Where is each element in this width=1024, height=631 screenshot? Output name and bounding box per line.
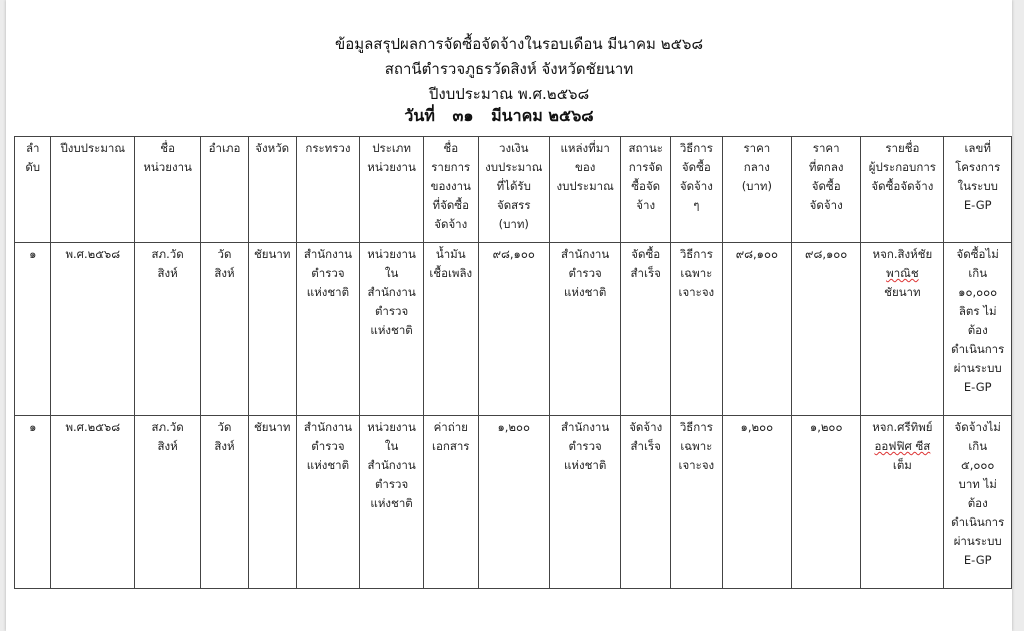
- table-cell: [201, 243, 249, 416]
- column-header: [296, 137, 360, 243]
- header-text: จัดสรร: [496, 198, 531, 212]
- header-text: (บาท): [498, 217, 529, 231]
- cell-text: ๙๘,๑๐๐: [805, 247, 848, 261]
- document-heading: [6, 32, 1012, 128]
- header-text: ชื่อ: [443, 141, 459, 155]
- table-cell: [621, 416, 671, 589]
- cell-text: วัด: [217, 247, 232, 261]
- cell-text: จัดจ้างไม่: [954, 420, 1001, 434]
- cell-text: เกิน: [968, 439, 988, 453]
- header-text: ที่ได้รับ: [496, 179, 531, 193]
- cell-text: ๑๐,๐๐๐: [958, 285, 998, 299]
- column-header: [248, 137, 296, 243]
- cell-text: E-GP: [963, 380, 992, 394]
- table-cell: [621, 243, 671, 416]
- cell-text: น้ำมัน: [435, 247, 466, 261]
- table-cell: [296, 416, 360, 589]
- table-cell: [135, 416, 201, 589]
- date-month-year: มีนาคม ๒๕๖๘: [491, 106, 594, 125]
- cell-text: เฉพาะ: [680, 266, 713, 280]
- cell-text: ผ่านระบบ: [953, 361, 1002, 375]
- cell-text: สำนักงาน: [561, 247, 610, 261]
- header-text: แหล่งที่มา: [560, 141, 610, 155]
- column-header: [944, 137, 1012, 243]
- cell-text: สิงห์: [157, 266, 178, 280]
- cell-text: สำนักงาน: [303, 247, 353, 261]
- header-text: จัดซื้อ: [681, 160, 711, 174]
- cell-text: เต็ม: [892, 458, 912, 472]
- cell-text: สิงห์: [214, 266, 235, 280]
- table-cell: [944, 243, 1012, 416]
- header-text: E-GP: [963, 198, 992, 212]
- header-text: การจัด: [628, 160, 663, 174]
- cell-text: ค่าถ่าย: [433, 420, 468, 434]
- cell-text: สำเร็จ: [630, 266, 661, 280]
- cell-text: ใน: [384, 266, 399, 280]
- column-header: [360, 137, 424, 243]
- column-header: [478, 137, 549, 243]
- cell-text: ๑: [29, 247, 37, 261]
- header-text: ลำ: [25, 141, 40, 155]
- table-cell: [549, 416, 620, 589]
- table-cell: [478, 243, 549, 416]
- header-text: งบประมาณ: [485, 160, 543, 174]
- table-cell: [478, 416, 549, 589]
- cell-text: ตำรวจ: [568, 266, 602, 280]
- header-text: ของ: [574, 160, 596, 174]
- cell-text: ดำเนินการ: [951, 515, 1005, 529]
- table-cell: [861, 416, 944, 589]
- column-header: [15, 137, 51, 243]
- column-header: [792, 137, 861, 243]
- cell-text: สภ.วัด: [151, 420, 184, 434]
- date-prefix: วันที่: [404, 106, 435, 125]
- table-cell: [15, 243, 51, 416]
- cell-text: หน่วยงาน: [367, 247, 416, 261]
- header-text: ผู้ประกอบการ: [868, 160, 936, 174]
- table-cell: [423, 416, 478, 589]
- cell-text: แห่งชาติ: [370, 496, 413, 510]
- date-day: ๓๑: [452, 106, 474, 125]
- cell-text: ชัยนาท: [254, 420, 291, 434]
- header-text: จังหวัด: [255, 141, 290, 155]
- cell-text: แห่งชาติ: [563, 285, 607, 299]
- cell-text: พ.ศ.๒๕๖๘: [65, 247, 121, 261]
- cell-text: ต้อง: [967, 496, 988, 510]
- column-header: [861, 137, 944, 243]
- table-cell: [135, 243, 201, 416]
- cell-text: ชัยนาท: [884, 285, 921, 299]
- header-text: ที่ตกลง: [808, 160, 844, 174]
- cell-text: เอกสาร: [432, 439, 470, 453]
- column-header: [51, 137, 135, 243]
- table-cell: [792, 243, 861, 416]
- cell-text: ตำรวจ: [568, 439, 602, 453]
- cell-text: สำนักงาน: [561, 420, 610, 434]
- header-text: วิธีการ: [679, 141, 713, 155]
- cell-text: ตำรวจ: [374, 304, 409, 318]
- header-text: อำเภอ: [208, 141, 241, 155]
- header-text: ราคา: [812, 141, 840, 155]
- header-text: สถานะ: [628, 141, 663, 155]
- column-header: [135, 137, 201, 243]
- cell-text: จัดซื้อ: [631, 247, 661, 261]
- cell-text: ใน: [384, 439, 399, 453]
- cell-text: ๕,๐๐๐: [960, 458, 995, 472]
- procurement-table: [14, 136, 1012, 589]
- date-line: [0, 103, 1012, 128]
- table-cell: [671, 416, 723, 589]
- cell-text: ๙๘,๑๐๐: [735, 247, 778, 261]
- cell-text: พ.ศ.๒๕๖๘: [65, 420, 121, 434]
- cell-text: เจาะจง: [678, 458, 715, 472]
- header-text: ในระบบ: [957, 179, 998, 193]
- table-cell: [15, 416, 51, 589]
- title-line-2: สถานีตำรวจภูธรวัดสิงห์ จังหวัดชัยนาท: [384, 60, 634, 78]
- header-text: (บาท): [741, 179, 772, 193]
- header-text: จัดซื้อจัดจ้าง: [871, 179, 934, 193]
- column-header: [549, 137, 620, 243]
- cell-text: หจก.สิงห์ชัย: [872, 247, 933, 261]
- header-text: ดับ: [25, 160, 41, 174]
- header-text: กระทรวง: [305, 141, 351, 155]
- table-cell: [248, 243, 296, 416]
- table-cell: [360, 416, 424, 589]
- cell-text: บาท ไม่: [958, 477, 997, 491]
- table-cell: [423, 243, 478, 416]
- header-text: จัดจ้าง: [809, 198, 843, 212]
- cell-text: สำนักงาน: [367, 285, 416, 299]
- cell-text: หจก.ศรีทิพย์: [872, 420, 933, 434]
- table-cell: [201, 416, 249, 589]
- cell-text: สำนักงาน: [303, 420, 353, 434]
- header-text: ซื้อจัด: [631, 179, 661, 193]
- header-text: จัดจ้าง: [434, 217, 468, 231]
- table-header-row: [15, 137, 1012, 243]
- cell-text: หน่วยงาน: [367, 420, 416, 434]
- cell-text: ออฟฟิศ ซีส: [874, 439, 931, 453]
- cell-text: แห่งชาติ: [370, 323, 413, 337]
- table-body: [15, 243, 1012, 589]
- header-text: หน่วยงาน: [143, 160, 192, 174]
- cell-text: จัดซื้อไม่: [956, 247, 999, 261]
- cell-text: แห่งชาติ: [306, 458, 350, 472]
- cell-text: ตำรวจ: [311, 439, 345, 453]
- header-text: เลขที่: [964, 141, 991, 155]
- cell-text: สำเร็จ: [630, 439, 661, 453]
- column-header: [722, 137, 791, 243]
- table-cell: [296, 243, 360, 416]
- cell-text: ๑,๒๐๐: [497, 420, 531, 434]
- column-header: [671, 137, 723, 243]
- header-text: ของงาน: [430, 179, 471, 193]
- title-line-1: ข้อมูลสรุปผลการจัดซื้อจัดจ้างในรอบเดือน มีนาคม ๒๕๖๘: [334, 35, 704, 53]
- table-cell: [360, 243, 424, 416]
- cell-text: ลิตร ไม่: [958, 304, 997, 318]
- header-text: วงเงิน: [499, 141, 529, 155]
- table-row: [15, 243, 1012, 416]
- table-cell: [671, 243, 723, 416]
- header-text: ปีงบประมาณ: [60, 141, 126, 155]
- cell-text: ๑: [29, 420, 37, 434]
- title-line-3: ปีงบประมาณ พ.ศ.๒๕๖๘: [428, 85, 590, 103]
- cell-text: เกิน: [968, 266, 988, 280]
- cell-text: ต้อง: [967, 323, 988, 337]
- cell-text: ๑,๒๐๐: [740, 420, 774, 434]
- table-cell: [51, 416, 135, 589]
- cell-text: พาณิช: [886, 266, 919, 280]
- header-text: ราคา: [743, 141, 771, 155]
- cell-text: สภ.วัด: [151, 247, 184, 261]
- cell-text: เชื้อเพลิง: [429, 266, 473, 280]
- cell-text: เจาะจง: [678, 285, 715, 299]
- table-row: [15, 416, 1012, 589]
- cell-text: วิธีการ: [679, 420, 713, 434]
- cell-text: สิงห์: [157, 439, 178, 453]
- cell-text: แห่งชาติ: [563, 458, 607, 472]
- table-cell: [722, 243, 791, 416]
- cell-text: ผ่านระบบ: [953, 534, 1002, 548]
- cell-text: ๙๘,๑๐๐: [492, 247, 535, 261]
- header-text: ชื่อ: [160, 141, 175, 155]
- header-text: หน่วยงาน: [367, 160, 416, 174]
- header-text: ๆ: [693, 198, 700, 212]
- table-cell: [861, 243, 944, 416]
- column-header: [201, 137, 249, 243]
- table-cell: [51, 243, 135, 416]
- header-text: รายการ: [431, 160, 471, 174]
- column-header: [423, 137, 478, 243]
- table-cell: [248, 416, 296, 589]
- column-header: [621, 137, 671, 243]
- cell-text: จัดจ้าง: [629, 420, 663, 434]
- table-cell: [944, 416, 1012, 589]
- header-text: จัดจ้าง: [679, 179, 713, 193]
- cell-text: วิธีการ: [679, 247, 713, 261]
- document-page: [6, 0, 1012, 631]
- header-text: จ้าง: [636, 198, 656, 212]
- header-text: โครงการ: [955, 160, 1001, 174]
- cell-text: สำนักงาน: [367, 458, 416, 472]
- header-text: ประเภท: [372, 141, 411, 155]
- header-text: ที่จัดซื้อ: [432, 198, 469, 212]
- cell-text: ๑,๒๐๐: [809, 420, 843, 434]
- cell-text: สิงห์: [214, 439, 235, 453]
- header-text: กลาง: [743, 160, 770, 174]
- cell-text: แห่งชาติ: [306, 285, 350, 299]
- header-text: งบประมาณ: [556, 179, 614, 193]
- table-cell: [549, 243, 620, 416]
- cell-text: วัด: [217, 420, 232, 434]
- cell-text: เฉพาะ: [680, 439, 713, 453]
- table-cell: [792, 416, 861, 589]
- cell-text: ตำรวจ: [311, 266, 345, 280]
- cell-text: ดำเนินการ: [951, 342, 1005, 356]
- cell-text: E-GP: [963, 553, 992, 567]
- cell-text: ตำรวจ: [374, 477, 409, 491]
- cell-text: ชัยนาท: [254, 247, 291, 261]
- header-text: จัดซื้อ: [811, 179, 841, 193]
- header-text: รายชื่อ: [885, 141, 920, 155]
- table-cell: [722, 416, 791, 589]
